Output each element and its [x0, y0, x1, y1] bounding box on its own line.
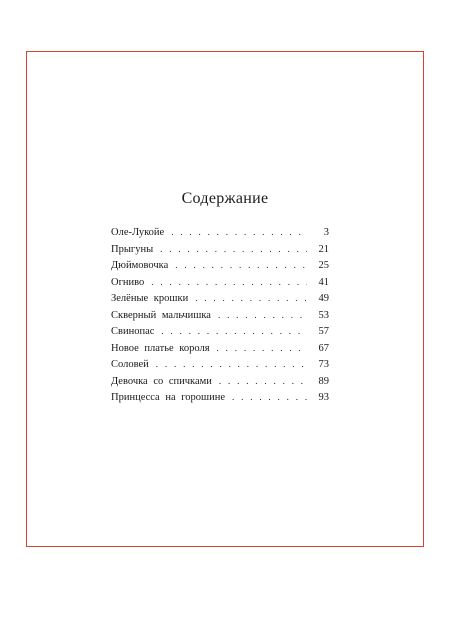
toc-entry-title: Дюймовочка — [111, 260, 169, 271]
toc-leader-dots — [156, 356, 307, 373]
toc-entry-page: 57 — [318, 326, 329, 337]
toc-leader-dots — [151, 274, 307, 291]
contents-heading: Содержание — [181, 190, 269, 207]
toc-entry[interactable] — [111, 373, 329, 390]
toc-entry[interactable] — [111, 356, 329, 373]
toc-entry-title: Огниво — [111, 276, 145, 288]
toc-entry-page: 21 — [318, 243, 329, 255]
toc-entry-page: 3 — [323, 227, 329, 238]
toc-entry[interactable] — [111, 323, 329, 340]
toc-entry-page: 41 — [318, 276, 329, 288]
toc-entry-title: Свинопас — [111, 326, 155, 337]
toc-leader-dots — [175, 257, 307, 274]
toc-entry[interactable] — [111, 290, 329, 307]
toc-entry-title: Оле-Лукойе — [111, 227, 165, 238]
toc-entry-title: Принцесса на горошине — [111, 392, 226, 403]
toc-leader-dots — [218, 307, 307, 324]
toc-entry-title: Девочка со спичками — [111, 375, 212, 387]
toc-entry-title: Прыгуны — [111, 243, 154, 255]
toc-leader-dots — [160, 241, 307, 258]
toc-entry-title: Соловей — [111, 359, 149, 370]
toc-entry-page: 89 — [318, 375, 329, 387]
toc-entry-title: Скверный мальчишка — [111, 309, 211, 321]
toc-leader-dots — [195, 290, 307, 307]
toc-entry-title: Зелёные крошки — [111, 293, 189, 304]
toc-entry-title: Новое платье короля — [111, 342, 210, 354]
toc-entry-page: 25 — [318, 260, 329, 271]
table-of-contents — [111, 224, 329, 406]
toc-entry[interactable] — [111, 389, 329, 406]
toc-leader-dots — [219, 373, 307, 390]
toc-entry-page: 67 — [318, 342, 329, 354]
toc-entry-page: 49 — [318, 293, 329, 304]
toc-leader-dots — [217, 340, 307, 357]
toc-entry-page: 93 — [318, 392, 329, 403]
toc-entry-page: 53 — [318, 309, 329, 321]
toc-entry[interactable] — [111, 307, 329, 324]
toc-entry[interactable] — [111, 241, 329, 258]
toc-leader-dots — [232, 389, 307, 406]
toc-entry-page: 73 — [318, 359, 329, 370]
toc-leader-dots — [161, 323, 307, 340]
toc-entry[interactable] — [111, 257, 329, 274]
toc-entry[interactable] — [111, 274, 329, 291]
toc-leader-dots — [171, 224, 307, 241]
toc-entry[interactable] — [111, 224, 329, 241]
toc-entry[interactable] — [111, 340, 329, 357]
